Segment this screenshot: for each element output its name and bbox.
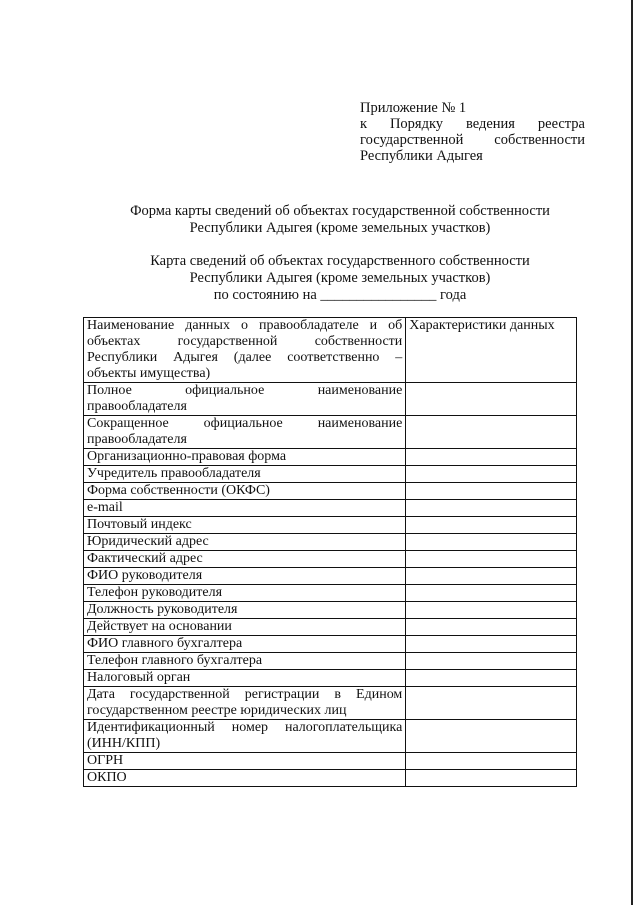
row-label-cell: Полное официальное наименование правообладателя	[84, 383, 406, 416]
card-title-line: Карта сведений об объектах государственного собственности	[150, 253, 530, 269]
row-label-cell: Действует на основании	[84, 619, 406, 636]
row-label-cell: ОКПО	[84, 770, 406, 787]
row-value-cell[interactable]	[406, 619, 577, 636]
table-row	[84, 687, 577, 720]
row-value-cell[interactable]	[406, 416, 577, 449]
table-row	[84, 585, 577, 602]
appendix-line: Приложение № 1	[360, 100, 467, 116]
row-value-cell[interactable]	[406, 568, 577, 585]
table-row	[84, 466, 577, 483]
row-value-cell[interactable]	[406, 720, 577, 753]
row-value-cell[interactable]	[406, 636, 577, 653]
row-label-cell: ФИО руководителя	[84, 568, 406, 585]
table-row	[84, 670, 577, 687]
row-value-cell[interactable]	[406, 466, 577, 483]
row-label-cell: ФИО главного бухгалтера	[84, 636, 406, 653]
table-row	[84, 383, 577, 416]
row-value-cell[interactable]	[406, 770, 577, 787]
row-value-cell[interactable]	[406, 500, 577, 517]
row-value-cell[interactable]	[406, 687, 577, 720]
card-title-line: Республики Адыгея (кроме земельных участков)	[189, 270, 491, 286]
row-value-cell[interactable]	[406, 585, 577, 602]
table-row	[84, 720, 577, 753]
data-table	[83, 317, 577, 787]
form-title-line: Республики Адыгея (кроме земельных участков)	[189, 220, 491, 236]
appendix-line: государственной собственности	[360, 132, 585, 148]
table-row	[84, 653, 577, 670]
row-label-cell: Идентификационный номер налогоплательщика (ИНН/КПП)	[84, 720, 406, 753]
table-row	[84, 416, 577, 449]
table-header-row	[84, 318, 577, 383]
row-value-cell[interactable]	[406, 602, 577, 619]
row-value-cell[interactable]	[406, 670, 577, 687]
row-label-cell: Налоговый орган	[84, 670, 406, 687]
row-value-cell[interactable]	[406, 383, 577, 416]
row-value-cell[interactable]	[406, 483, 577, 500]
table-row	[84, 753, 577, 770]
page-edge-line	[631, 0, 633, 905]
row-value-cell[interactable]	[406, 753, 577, 770]
table-row	[84, 636, 577, 653]
table-row	[84, 568, 577, 585]
table-row	[84, 602, 577, 619]
row-value-cell[interactable]	[406, 449, 577, 466]
row-label-cell: Телефон руководителя	[84, 585, 406, 602]
row-label-cell: e-mail	[84, 500, 406, 517]
appendix-note	[360, 100, 585, 164]
row-value-cell[interactable]	[406, 551, 577, 568]
table-row	[84, 517, 577, 534]
row-label-cell: Фактический адрес	[84, 551, 406, 568]
table-row	[84, 551, 577, 568]
row-label-cell: ОГРН	[84, 753, 406, 770]
row-label-cell: Организационно-правовая форма	[84, 449, 406, 466]
table-header-values-cell: Характеристики данных	[406, 318, 577, 383]
form-title	[60, 203, 620, 237]
table-header-name-cell: Наименование данных о правообладателе и об объектах государственной собственности Республики Адыгея (далее соответственно – объекты имущества)	[84, 318, 406, 383]
row-value-cell[interactable]	[406, 653, 577, 670]
card-date-line: по состоянию на ________________ года	[213, 287, 467, 303]
row-label-cell: Должность руководителя	[84, 602, 406, 619]
table-row	[84, 619, 577, 636]
row-value-cell[interactable]	[406, 534, 577, 551]
appendix-line: Республики Адыгея	[360, 148, 483, 164]
row-label-cell: Почтовый индекс	[84, 517, 406, 534]
row-label-cell: Сокращенное официальное наименование правообладателя	[84, 416, 406, 449]
row-value-cell[interactable]	[406, 517, 577, 534]
row-label-cell: Форма собственности (ОКФС)	[84, 483, 406, 500]
row-label-cell: Юридический адрес	[84, 534, 406, 551]
table-row	[84, 770, 577, 787]
appendix-line: к Порядку ведения реестра	[360, 116, 585, 132]
table-row	[84, 534, 577, 551]
card-title	[60, 253, 620, 304]
row-label-cell: Телефон главного бухгалтера	[84, 653, 406, 670]
row-label-cell: Учредитель правообладателя	[84, 466, 406, 483]
table-row	[84, 500, 577, 517]
row-label-cell: Дата государственной регистрации в Едином государственном реестре юридических лиц	[84, 687, 406, 720]
form-title-line: Форма карты сведений об объектах государственной собственности	[130, 203, 550, 219]
table-row	[84, 483, 577, 500]
table-row	[84, 449, 577, 466]
